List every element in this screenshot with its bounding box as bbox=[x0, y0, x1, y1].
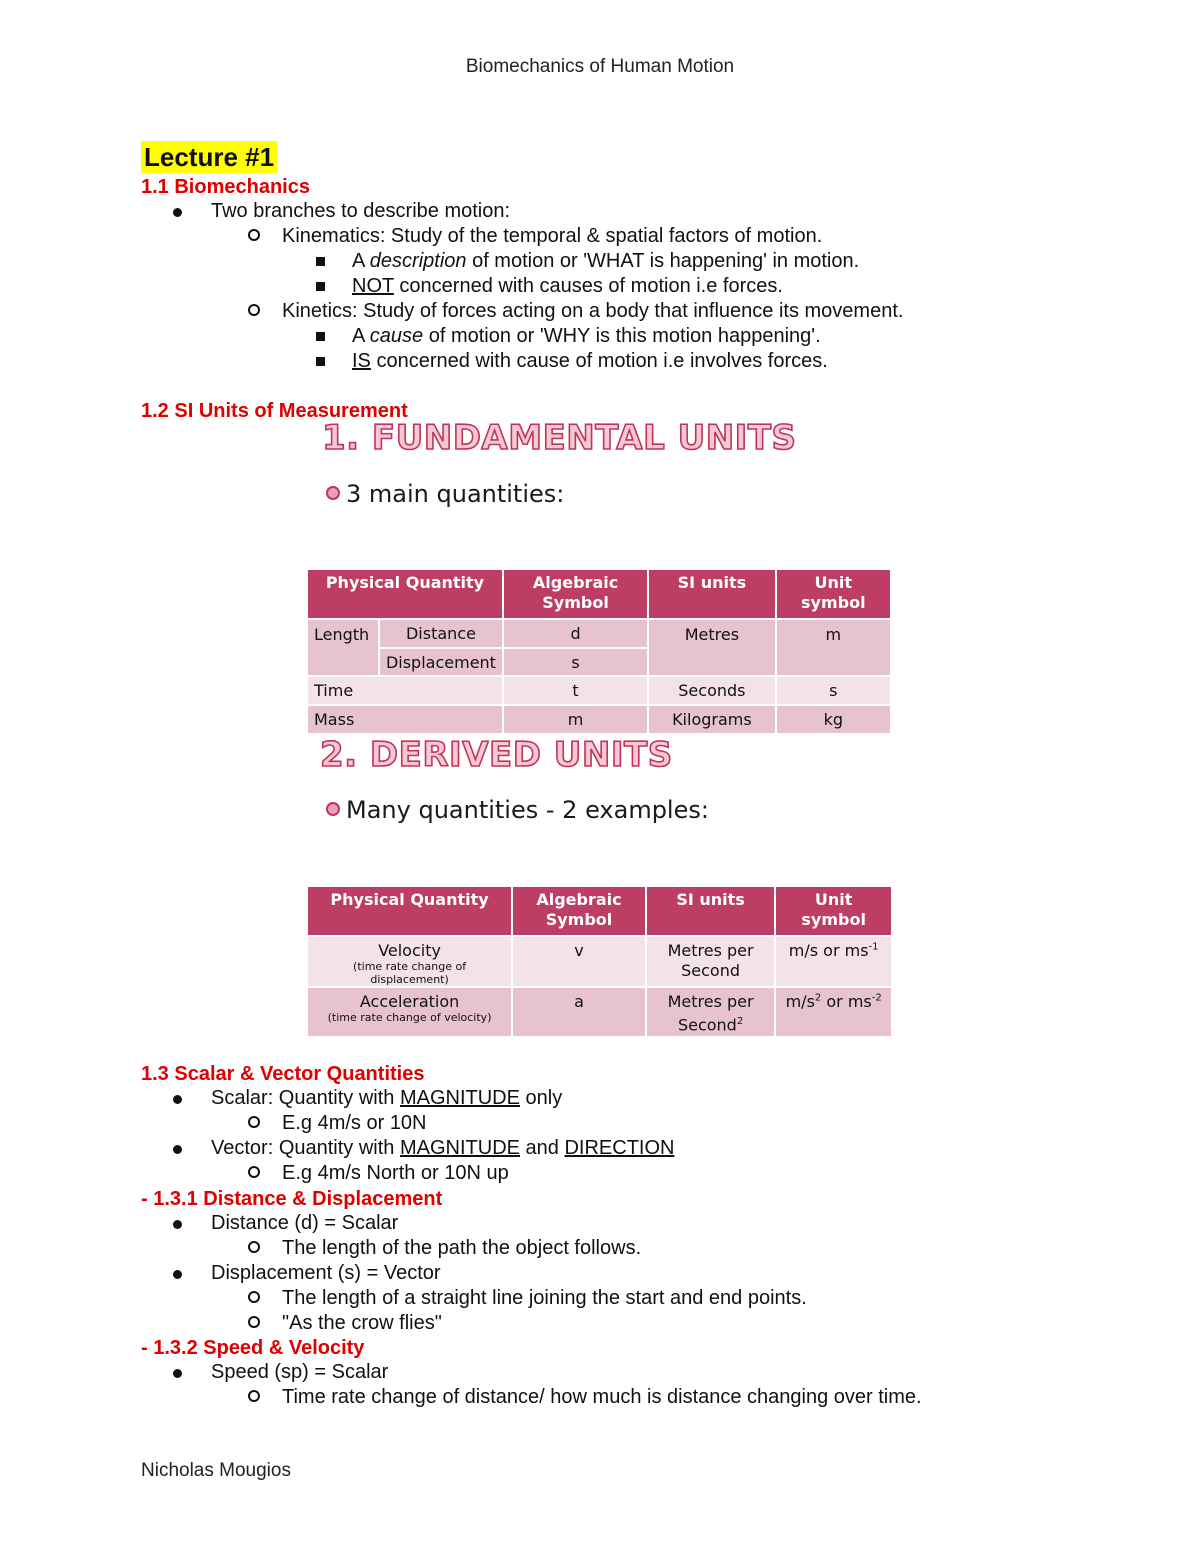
table-cell: a bbox=[512, 987, 646, 1037]
list-item: NOT concerned with causes of motion i.e forces. bbox=[352, 274, 783, 299]
table-cell: Displacement bbox=[379, 648, 503, 676]
table-header: SI units bbox=[648, 569, 775, 619]
list-item: "As the crow flies" bbox=[282, 1311, 442, 1336]
table-cell: Metres per Second$^2$ bbox=[646, 987, 776, 1037]
table-header: Algebraic Symbol bbox=[512, 886, 646, 936]
list-item: Speed (sp) = Scalar bbox=[211, 1360, 388, 1385]
bullet-icon bbox=[248, 1286, 260, 1311]
list-item: Kinematics: Study of the temporal & spatial factors of motion. bbox=[282, 224, 822, 249]
table-cell: d bbox=[503, 619, 648, 648]
table-header: SI units bbox=[646, 886, 776, 936]
bullet-icon bbox=[173, 1262, 182, 1287]
table-cell: Metres per Second bbox=[646, 936, 776, 987]
table-cell: Seconds bbox=[648, 676, 775, 705]
table-cell: Acceleration (time rate change of velocity) bbox=[307, 987, 512, 1037]
table-header: Algebraic Symbol bbox=[503, 569, 648, 619]
list-item: Kinetics: Study of forces acting on a body that influence its movement. bbox=[282, 299, 903, 324]
bullet-icon bbox=[248, 1236, 260, 1261]
list-item: E.g 4m/s or 10N bbox=[282, 1111, 427, 1136]
list-item: The length of a straight line joining the start and end points. bbox=[282, 1286, 807, 1311]
list-item: A cause of motion or 'WHY is this motion happening'. bbox=[352, 324, 821, 349]
list-item: Distance (d) = Scalar bbox=[211, 1211, 398, 1236]
bullet-icon bbox=[316, 249, 325, 274]
table-header: Physical Quantity bbox=[307, 886, 512, 936]
table-cell: m/s or $ms^{-1}$ bbox=[775, 936, 892, 987]
table-cell: m bbox=[776, 619, 891, 676]
list-item: Time rate change of distance/ how much is distance changing over time. bbox=[282, 1385, 922, 1410]
bullet-icon bbox=[248, 1311, 260, 1336]
list-item: Vector: Quantity with MAGNITUDE and DIRECTION bbox=[211, 1136, 674, 1161]
bullet-icon bbox=[173, 200, 182, 225]
section-heading-1-1: 1.1 Biomechanics bbox=[141, 176, 310, 198]
table-cell: kg bbox=[776, 705, 891, 734]
list-item: Displacement (s) = Vector bbox=[211, 1261, 441, 1286]
section-heading-1-3: 1.3 Scalar & Vector Quantities bbox=[141, 1063, 425, 1085]
bullet-icon bbox=[316, 324, 325, 349]
table-header: Unit symbol bbox=[776, 569, 891, 619]
slide-title-fundamental: 1. FUNDAMENTAL UNITS bbox=[322, 418, 797, 458]
list-item: Scalar: Quantity with MAGNITUDE only bbox=[211, 1086, 562, 1111]
bullet-icon bbox=[248, 224, 260, 249]
table-header: Unit symbol bbox=[775, 886, 892, 936]
table-cell: t bbox=[503, 676, 648, 705]
section-heading-1-3-1: - 1.3.1 Distance & Displacement bbox=[141, 1188, 443, 1210]
list-item: The length of the path the object follows. bbox=[282, 1236, 641, 1261]
table-cell: Time bbox=[307, 676, 503, 705]
bullet-icon bbox=[316, 349, 325, 374]
bullet-icon bbox=[173, 1087, 182, 1112]
lecture-title: Lecture #1 bbox=[141, 141, 277, 173]
section-heading-1-3-2: - 1.3.2 Speed & Velocity bbox=[141, 1337, 365, 1359]
bullet-icon bbox=[248, 1161, 260, 1186]
table-cell: s bbox=[503, 648, 648, 676]
list-item: E.g 4m/s North or 10N up bbox=[282, 1161, 509, 1186]
slide-title-derived: 2. DERIVED UNITS bbox=[320, 735, 673, 775]
bullet-icon bbox=[173, 1361, 182, 1386]
derived-units-table bbox=[306, 885, 893, 1038]
fundamental-units-table bbox=[306, 568, 892, 735]
bullet-icon bbox=[248, 1111, 260, 1136]
table-cell: $m/s^2$ or $ms^{-2}$ bbox=[775, 987, 892, 1037]
slide-subtitle: Many quantities - 2 examples: bbox=[326, 796, 709, 824]
bullet-icon bbox=[173, 1137, 182, 1162]
list-item: Two branches to describe motion: bbox=[211, 199, 510, 224]
table-cell: m bbox=[503, 705, 648, 734]
bullet-icon bbox=[173, 1212, 182, 1237]
table-cell: s bbox=[776, 676, 891, 705]
pink-bullet-icon bbox=[326, 802, 340, 816]
table-cell: Mass bbox=[307, 705, 503, 734]
table-cell: Length bbox=[307, 619, 379, 676]
pink-bullet-icon bbox=[326, 486, 340, 500]
bullet-icon bbox=[248, 299, 260, 324]
page-header: Biomechanics of Human Motion bbox=[465, 56, 735, 77]
bullet-icon bbox=[316, 274, 325, 299]
table-cell: Distance bbox=[379, 619, 503, 648]
table-cell: Velocity (time rate change of displacement) bbox=[307, 936, 512, 987]
list-item: IS concerned with cause of motion i.e involves forces. bbox=[352, 349, 828, 374]
page-footer: Nicholas Mougios bbox=[141, 1460, 291, 1481]
section-heading-1-2: 1.2 SI Units of Measurement bbox=[141, 400, 408, 422]
bullet-icon bbox=[248, 1385, 260, 1410]
table-header: Physical Quantity bbox=[307, 569, 503, 619]
slide-subtitle: 3 main quantities: bbox=[326, 480, 564, 508]
list-item: A description of motion or 'WHAT is happening' in motion. bbox=[352, 249, 859, 274]
table-cell: Kilograms bbox=[648, 705, 775, 734]
table-cell: Metres bbox=[648, 619, 775, 676]
table-cell: v bbox=[512, 936, 646, 987]
